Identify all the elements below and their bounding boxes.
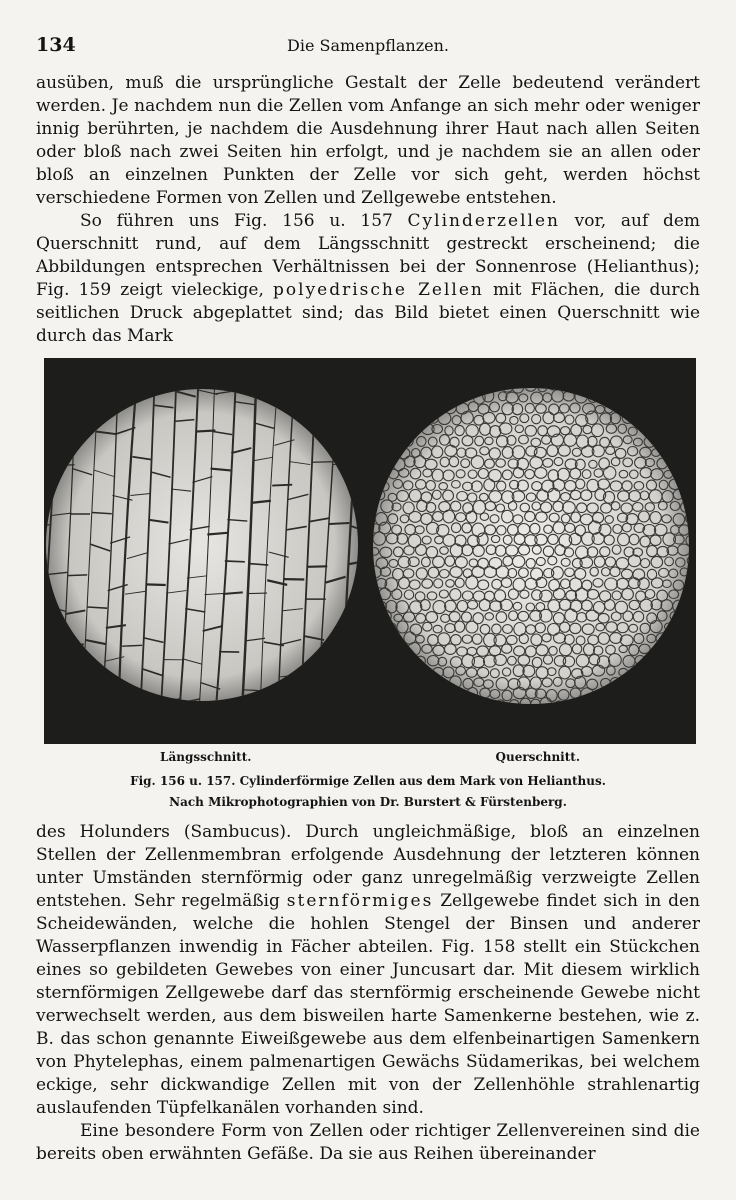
text-run: Zellgewebe findet sich in den Scheidewänden, welche die hohlen Stengel der Binsen und anderer Wasserpflanzen inwendig in Fächer abteilen. Fig. 158 stellt ein Stückchen eines so gebildeten Gewebes von einer Juncusart dar. Mit diesem wirklich sternförmigen Zellgewebe darf das sternförmig erscheinende Gewebe nicht verwechselt werden, aus dem bisweilen harte Samenkerne bestehen, wie z. B. das schon genannte Eiweißgewebe aus dem elfenbeinartigen Samenkern von Phytelephas, einem palmenartigen Gewächs Südamerikas, bei welchem eckige, sehr dickwandige Zellen mit von der Zellenhöhle strahlenartig auslaufenden Tüpfelkanälen vorhanden sind.: [36, 891, 700, 1118]
figure-credit: Nach Mikrophotographien von Dr. Burstert & Fürstenberg.: [169, 795, 567, 809]
paragraph-cylinder-cells: [36, 210, 700, 348]
figure-labels: [160, 750, 580, 770]
top-text-block: [36, 72, 700, 348]
paragraph-vessels: Eine besondere Form von Zellen oder richtiger Zellenvereinen sind die bereits oben erwähnten Gefäße. Da sie aus Reihen übereinander: [36, 1121, 700, 1164]
paragraph-star-cells: [36, 821, 700, 1120]
micrograph-image: [44, 358, 696, 744]
running-title: Die Samenpflanzen.: [287, 36, 449, 55]
emphasized-term: Cylinderzellen: [407, 211, 560, 231]
text-run: des Holunders (Sambucus). Durch ungleichmäßige, bloß an einzelnen Stellen der Zellenmembran erfolgende Ausdehnung der letzteren können unter Umständen sternförmig oder ganz unregelmäßig verzweigte Zellen entstehen. Sehr regelmäßig: [36, 822, 700, 911]
text-run: mit Flächen, die durch seitlichen Druck abgeplattet sind; das Bild bietet einen Querschnitt wie durch das Mark: [36, 280, 700, 346]
label-cross: Querschnitt.: [495, 750, 580, 764]
page-number: 134: [36, 34, 76, 56]
page-header: [36, 34, 700, 60]
label-longitudinal: Längsschnitt.: [160, 750, 252, 764]
emphasized-term: polyedrische Zellen: [273, 280, 484, 300]
micrograph-figure: [44, 358, 696, 744]
figure-caption: Fig. 156 u. 157. Cylinderförmige Zellen aus dem Mark von Helianthus.: [130, 774, 606, 788]
paragraph-continued: ausüben, muß die ursprüngliche Gestalt der Zelle bedeutend verändert werden. Je nachdem nun die Zellen vom Anfange an sich mehr oder weniger innig berührten, je nachdem die Ausdehnung ihrer Haut nach allen Seiten oder bloß nach zwei Seiten hin erfolgt, und je nachdem sie an allen oder bloß an einzelnen Punkten der Zelle vor sich geht, werden höchst verschiedene Formen von Zellen und Zellgewebe entstehen.: [36, 73, 700, 208]
text-run: So führen uns Fig. 156 u. 157: [80, 211, 408, 231]
bottom-text-block: [36, 821, 700, 1166]
text-run: vor, auf dem Querschnitt rund, auf dem Längsschnitt gestreckt erscheinend; die Abbildungen entsprechen Verhältnissen bei der Sonnenrose (Helianthus); Fig. 159 zeigt vieleckige,: [36, 211, 701, 300]
emphasized-term: sternförmiges: [286, 891, 434, 911]
